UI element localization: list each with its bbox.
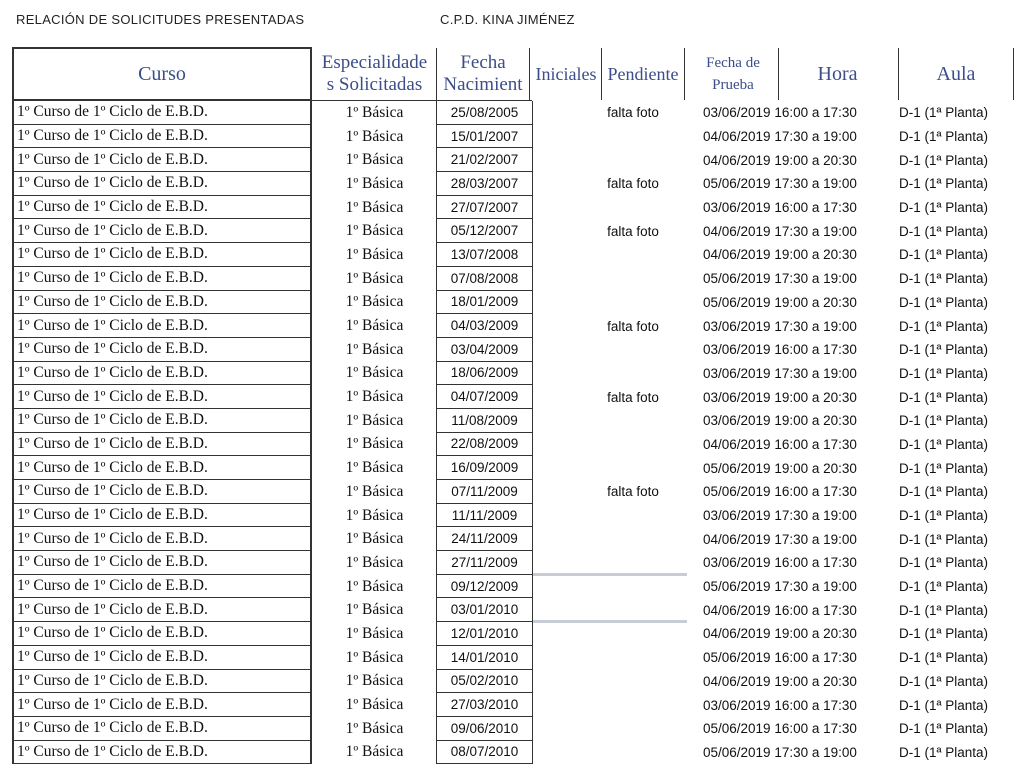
table-row	[0, 385, 1024, 409]
table-row	[0, 551, 1024, 575]
cell-aula: D-1 (1ª Planta)	[899, 460, 989, 476]
table-row	[0, 646, 1024, 670]
cell-fecha-nacimiento: 25/08/2005	[436, 101, 533, 125]
cell-fecha-nacimiento: 27/07/2007	[436, 196, 533, 220]
cell-curso: 1º Curso de 1º Ciclo de E.B.D.	[12, 504, 312, 528]
cell-fecha-hora-prueba: 05/06/2019 19:00 a 20:30	[703, 294, 857, 310]
cell-pendiente	[595, 741, 671, 765]
cell-curso: 1º Curso de 1º Ciclo de E.B.D.	[12, 125, 312, 149]
cell-fecha-nacimiento: 28/03/2007	[436, 172, 533, 196]
cell-especialidad: 1º Básica	[345, 648, 404, 666]
cell-especialidad: 1º Básica	[345, 340, 404, 358]
cell-especialidad: 1º Básica	[345, 269, 404, 287]
cell-pendiente	[595, 575, 671, 599]
cell-fecha-hora-prueba: 05/06/2019 19:00 a 20:30	[703, 460, 857, 476]
cell-pendiente	[595, 527, 671, 551]
table-row	[0, 409, 1024, 433]
cell-especialidad: 1º Básica	[345, 624, 404, 642]
cell-curso: 1º Curso de 1º Ciclo de E.B.D.	[12, 385, 312, 409]
table-row	[0, 196, 1024, 220]
cell-curso: 1º Curso de 1º Ciclo de E.B.D.	[12, 527, 312, 551]
cell-fecha-hora-prueba: 04/06/2019 19:00 a 20:30	[703, 673, 857, 689]
cell-fecha-hora-prueba: 05/06/2019 16:00 a 17:30	[703, 484, 857, 500]
cell-fecha-hora-prueba: 05/06/2019 17:30 a 19:00	[703, 744, 857, 760]
cell-fecha-hora-prueba: 04/06/2019 19:00 a 20:30	[703, 247, 857, 263]
cell-fecha-nacimiento: 05/02/2010	[436, 670, 533, 694]
cell-pendiente: falta foto	[607, 223, 659, 239]
cell-curso: 1º Curso de 1º Ciclo de E.B.D.	[12, 196, 312, 220]
cell-fecha-hora-prueba: 05/06/2019 16:00 a 17:30	[703, 650, 857, 666]
cell-fecha-nacimiento: 07/11/2009	[436, 480, 533, 504]
cell-especialidad: 1º Básica	[345, 198, 404, 216]
table-row	[0, 172, 1024, 196]
cell-aula: D-1 (1ª Planta)	[899, 602, 989, 618]
cell-fecha-hora-prueba: 04/06/2019 16:00 a 17:30	[703, 436, 857, 452]
cell-especialidad: 1º Básica	[345, 719, 404, 737]
cell-especialidad: 1º Básica	[345, 245, 404, 263]
cell-aula: D-1 (1ª Planta)	[899, 555, 989, 571]
cell-aula: D-1 (1ª Planta)	[899, 271, 989, 287]
cell-pendiente	[595, 125, 671, 149]
cell-curso: 1º Curso de 1º Ciclo de E.B.D.	[12, 598, 312, 622]
cell-aula: D-1 (1ª Planta)	[899, 247, 989, 263]
column-header-hora: Hora	[778, 48, 896, 100]
cell-curso: 1º Curso de 1º Ciclo de E.B.D.	[12, 480, 312, 504]
cell-fecha-hora-prueba: 03/06/2019 16:00 a 17:30	[703, 200, 857, 216]
cell-fecha-hora-prueba: 03/06/2019 17:30 a 19:00	[703, 508, 857, 524]
cell-especialidad: 1º Básica	[345, 530, 404, 548]
cell-pendiente	[595, 717, 671, 741]
cell-aula: D-1 (1ª Planta)	[899, 484, 989, 500]
cell-fecha-hora-prueba: 03/06/2019 16:00 a 17:30	[703, 342, 857, 358]
separator-line	[533, 620, 687, 623]
cell-especialidad: 1º Básica	[345, 482, 404, 500]
table-row	[0, 717, 1024, 741]
cell-pendiente	[595, 196, 671, 220]
cell-aula: D-1 (1ª Planta)	[899, 294, 989, 310]
cell-aula: D-1 (1ª Planta)	[899, 650, 989, 666]
table-row	[0, 456, 1024, 480]
cell-fecha-nacimiento: 09/12/2009	[436, 575, 533, 599]
table-row	[0, 575, 1024, 599]
cell-curso: 1º Curso de 1º Ciclo de E.B.D.	[12, 409, 312, 433]
cell-especialidad: 1º Básica	[345, 388, 404, 406]
cell-curso: 1º Curso de 1º Ciclo de E.B.D.	[12, 717, 312, 741]
cell-curso: 1º Curso de 1º Ciclo de E.B.D.	[12, 622, 312, 646]
table-row	[0, 480, 1024, 504]
cell-aula: D-1 (1ª Planta)	[899, 200, 989, 216]
cell-especialidad: 1º Básica	[345, 411, 404, 429]
table-row	[0, 362, 1024, 386]
cell-especialidad: 1º Básica	[345, 293, 404, 311]
cell-fecha-hora-prueba: 03/06/2019 17:30 a 19:00	[703, 365, 857, 381]
cell-fecha-nacimiento: 04/03/2009	[436, 314, 533, 338]
cell-especialidad: 1º Básica	[345, 103, 404, 121]
cell-curso: 1º Curso de 1º Ciclo de E.B.D.	[12, 551, 312, 575]
cell-fecha-nacimiento: 16/09/2009	[436, 456, 533, 480]
cell-fecha-hora-prueba: 03/06/2019 16:00 a 17:30	[703, 105, 857, 121]
cell-pendiente	[595, 338, 671, 362]
cell-especialidad: 1º Básica	[345, 601, 404, 619]
cell-aula: D-1 (1ª Planta)	[899, 176, 989, 192]
cell-especialidad: 1º Básica	[345, 553, 404, 571]
cell-especialidad: 1º Básica	[345, 672, 404, 690]
cell-aula: D-1 (1ª Planta)	[899, 508, 989, 524]
cell-fecha-hora-prueba: 03/06/2019 19:00 a 20:30	[703, 413, 857, 429]
cell-aula: D-1 (1ª Planta)	[899, 129, 989, 145]
cell-fecha-hora-prueba: 03/06/2019 16:00 a 17:30	[703, 555, 857, 571]
cell-fecha-nacimiento: 03/04/2009	[436, 338, 533, 362]
table-row	[0, 504, 1024, 528]
cell-aula: D-1 (1ª Planta)	[899, 721, 989, 737]
table-row	[0, 219, 1024, 243]
cell-fecha-hora-prueba: 04/06/2019 17:30 a 19:00	[703, 129, 857, 145]
cell-curso: 1º Curso de 1º Ciclo de E.B.D.	[12, 267, 312, 291]
cell-fecha-hora-prueba: 04/06/2019 19:00 a 20:30	[703, 152, 857, 168]
cell-aula: D-1 (1ª Planta)	[899, 697, 989, 713]
column-header-iniciales: Iniciales	[535, 63, 597, 84]
table-row	[0, 527, 1024, 551]
cell-aula: D-1 (1ª Planta)	[899, 673, 989, 689]
cell-fecha-hora-prueba: 04/06/2019 16:00 a 17:30	[703, 602, 857, 618]
table-row	[0, 125, 1024, 149]
cell-curso: 1º Curso de 1º Ciclo de E.B.D.	[12, 670, 312, 694]
table-row	[0, 622, 1024, 646]
column-header-especialidades: Especialidade s Solicitadas	[321, 52, 428, 95]
table-row	[0, 598, 1024, 622]
cell-especialidad: 1º Básica	[345, 459, 404, 477]
cell-aula: D-1 (1ª Planta)	[899, 413, 989, 429]
cell-aula: D-1 (1ª Planta)	[899, 318, 989, 334]
cell-especialidad: 1º Básica	[345, 364, 404, 382]
cell-curso: 1º Curso de 1º Ciclo de E.B.D.	[12, 362, 312, 386]
cell-aula: D-1 (1ª Planta)	[899, 105, 989, 121]
cell-pendiente	[595, 551, 671, 575]
table-row	[0, 338, 1024, 362]
cell-curso: 1º Curso de 1º Ciclo de E.B.D.	[12, 172, 312, 196]
table-row	[0, 693, 1024, 717]
cell-especialidad: 1º Básica	[345, 127, 404, 145]
applications-table	[0, 101, 1024, 764]
cell-pendiente	[595, 291, 671, 315]
cell-curso: 1º Curso de 1º Ciclo de E.B.D.	[12, 338, 312, 362]
column-header-fecha-nacimiento: Fecha Nacimient	[436, 48, 530, 100]
cell-especialidad: 1º Básica	[345, 577, 404, 595]
cell-curso: 1º Curso de 1º Ciclo de E.B.D.	[12, 101, 312, 125]
table-row	[0, 148, 1024, 172]
cell-pendiente	[595, 693, 671, 717]
cell-fecha-nacimiento: 15/01/2007	[436, 125, 533, 149]
cell-fecha-nacimiento: 03/01/2010	[436, 598, 533, 622]
cell-especialidad: 1º Básica	[345, 222, 404, 240]
cell-aula: D-1 (1ª Planta)	[899, 223, 989, 239]
cell-pendiente	[595, 598, 671, 622]
cell-curso: 1º Curso de 1º Ciclo de E.B.D.	[12, 741, 312, 765]
cell-fecha-hora-prueba: 04/06/2019 17:30 a 19:00	[703, 223, 857, 239]
cell-fecha-nacimiento: 11/11/2009	[436, 504, 533, 528]
cell-curso: 1º Curso de 1º Ciclo de E.B.D.	[12, 291, 312, 315]
cell-pendiente: falta foto	[607, 389, 659, 405]
separator-line	[533, 573, 687, 576]
table-row	[0, 101, 1024, 125]
column-header-aula: Aula	[898, 48, 1014, 100]
cell-pendiente: falta foto	[607, 176, 659, 192]
cell-fecha-hora-prueba: 03/06/2019 16:00 a 17:30	[703, 697, 857, 713]
cell-fecha-nacimiento: 21/02/2007	[436, 148, 533, 172]
cell-aula: D-1 (1ª Planta)	[899, 579, 989, 595]
cell-especialidad: 1º Básica	[345, 174, 404, 192]
column-header-curso: Curso	[12, 47, 312, 101]
cell-fecha-nacimiento: 07/08/2008	[436, 267, 533, 291]
cell-fecha-nacimiento: 22/08/2009	[436, 433, 533, 457]
cell-pendiente	[595, 456, 671, 480]
cell-fecha-nacimiento: 11/08/2009	[436, 409, 533, 433]
table-row	[0, 291, 1024, 315]
cell-especialidad: 1º Básica	[345, 435, 404, 453]
table-row	[0, 314, 1024, 338]
cell-curso: 1º Curso de 1º Ciclo de E.B.D.	[12, 646, 312, 670]
cell-fecha-hora-prueba: 04/06/2019 19:00 a 20:30	[703, 626, 857, 642]
table-row	[0, 741, 1024, 765]
cell-aula: D-1 (1ª Planta)	[899, 531, 989, 547]
cell-pendiente: falta foto	[607, 105, 659, 121]
cell-aula: D-1 (1ª Planta)	[899, 436, 989, 452]
cell-fecha-nacimiento: 08/07/2010	[436, 741, 533, 765]
column-header-fecha-prueba: Fecha de Prueba	[706, 55, 760, 93]
cell-fecha-nacimiento: 24/11/2009	[436, 527, 533, 551]
cell-curso: 1º Curso de 1º Ciclo de E.B.D.	[12, 456, 312, 480]
cell-pendiente	[595, 267, 671, 291]
cell-fecha-nacimiento: 27/03/2010	[436, 693, 533, 717]
cell-pendiente	[595, 362, 671, 386]
cell-curso: 1º Curso de 1º Ciclo de E.B.D.	[12, 693, 312, 717]
cell-pendiente: falta foto	[607, 484, 659, 500]
school-name: C.P.D. KINA JIMÉNEZ	[440, 12, 575, 27]
cell-pendiente	[595, 670, 671, 694]
cell-aula: D-1 (1ª Planta)	[899, 389, 989, 405]
cell-fecha-hora-prueba: 05/06/2019 16:00 a 17:30	[703, 721, 857, 737]
cell-fecha-nacimiento: 14/01/2010	[436, 646, 533, 670]
cell-especialidad: 1º Básica	[345, 317, 404, 335]
cell-aula: D-1 (1ª Planta)	[899, 744, 989, 760]
cell-aula: D-1 (1ª Planta)	[899, 365, 989, 381]
cell-fecha-hora-prueba: 05/06/2019 17:30 a 19:00	[703, 579, 857, 595]
cell-pendiente	[595, 409, 671, 433]
cell-pendiente	[595, 646, 671, 670]
table-row	[0, 267, 1024, 291]
cell-fecha-nacimiento: 27/11/2009	[436, 551, 533, 575]
cell-curso: 1º Curso de 1º Ciclo de E.B.D.	[12, 314, 312, 338]
cell-especialidad: 1º Básica	[345, 696, 404, 714]
cell-pendiente	[595, 148, 671, 172]
cell-fecha-nacimiento: 13/07/2008	[436, 243, 533, 267]
cell-fecha-nacimiento: 18/01/2009	[436, 291, 533, 315]
cell-pendiente	[595, 243, 671, 267]
table-row	[0, 433, 1024, 457]
cell-fecha-hora-prueba: 05/06/2019 17:30 a 19:00	[703, 271, 857, 287]
cell-fecha-nacimiento: 12/01/2010	[436, 622, 533, 646]
cell-curso: 1º Curso de 1º Ciclo de E.B.D.	[12, 219, 312, 243]
cell-curso: 1º Curso de 1º Ciclo de E.B.D.	[12, 243, 312, 267]
cell-fecha-hora-prueba: 03/06/2019 17:30 a 19:00	[703, 318, 857, 334]
cell-fecha-nacimiento: 18/06/2009	[436, 362, 533, 386]
cell-fecha-nacimiento: 09/06/2010	[436, 717, 533, 741]
cell-fecha-hora-prueba: 05/06/2019 17:30 a 19:00	[703, 176, 857, 192]
cell-fecha-hora-prueba: 03/06/2019 19:00 a 20:30	[703, 389, 857, 405]
cell-fecha-hora-prueba: 04/06/2019 17:30 a 19:00	[703, 531, 857, 547]
cell-especialidad: 1º Básica	[345, 151, 404, 169]
cell-aula: D-1 (1ª Planta)	[899, 342, 989, 358]
cell-pendiente	[595, 622, 671, 646]
cell-pendiente: falta foto	[607, 318, 659, 334]
cell-fecha-nacimiento: 04/07/2009	[436, 385, 533, 409]
cell-curso: 1º Curso de 1º Ciclo de E.B.D.	[12, 575, 312, 599]
cell-aula: D-1 (1ª Planta)	[899, 152, 989, 168]
cell-curso: 1º Curso de 1º Ciclo de E.B.D.	[12, 433, 312, 457]
cell-pendiente	[595, 504, 671, 528]
cell-fecha-nacimiento: 05/12/2007	[436, 219, 533, 243]
document-title: RELACIÓN DE SOLICITUDES PRESENTADAS	[16, 12, 305, 27]
cell-especialidad: 1º Básica	[345, 743, 404, 761]
table-row	[0, 670, 1024, 694]
cell-aula: D-1 (1ª Planta)	[899, 626, 989, 642]
cell-curso: 1º Curso de 1º Ciclo de E.B.D.	[12, 148, 312, 172]
table-row	[0, 243, 1024, 267]
cell-especialidad: 1º Básica	[345, 506, 404, 524]
cell-pendiente	[595, 433, 671, 457]
column-header-pendiente: Pendiente	[601, 48, 685, 100]
